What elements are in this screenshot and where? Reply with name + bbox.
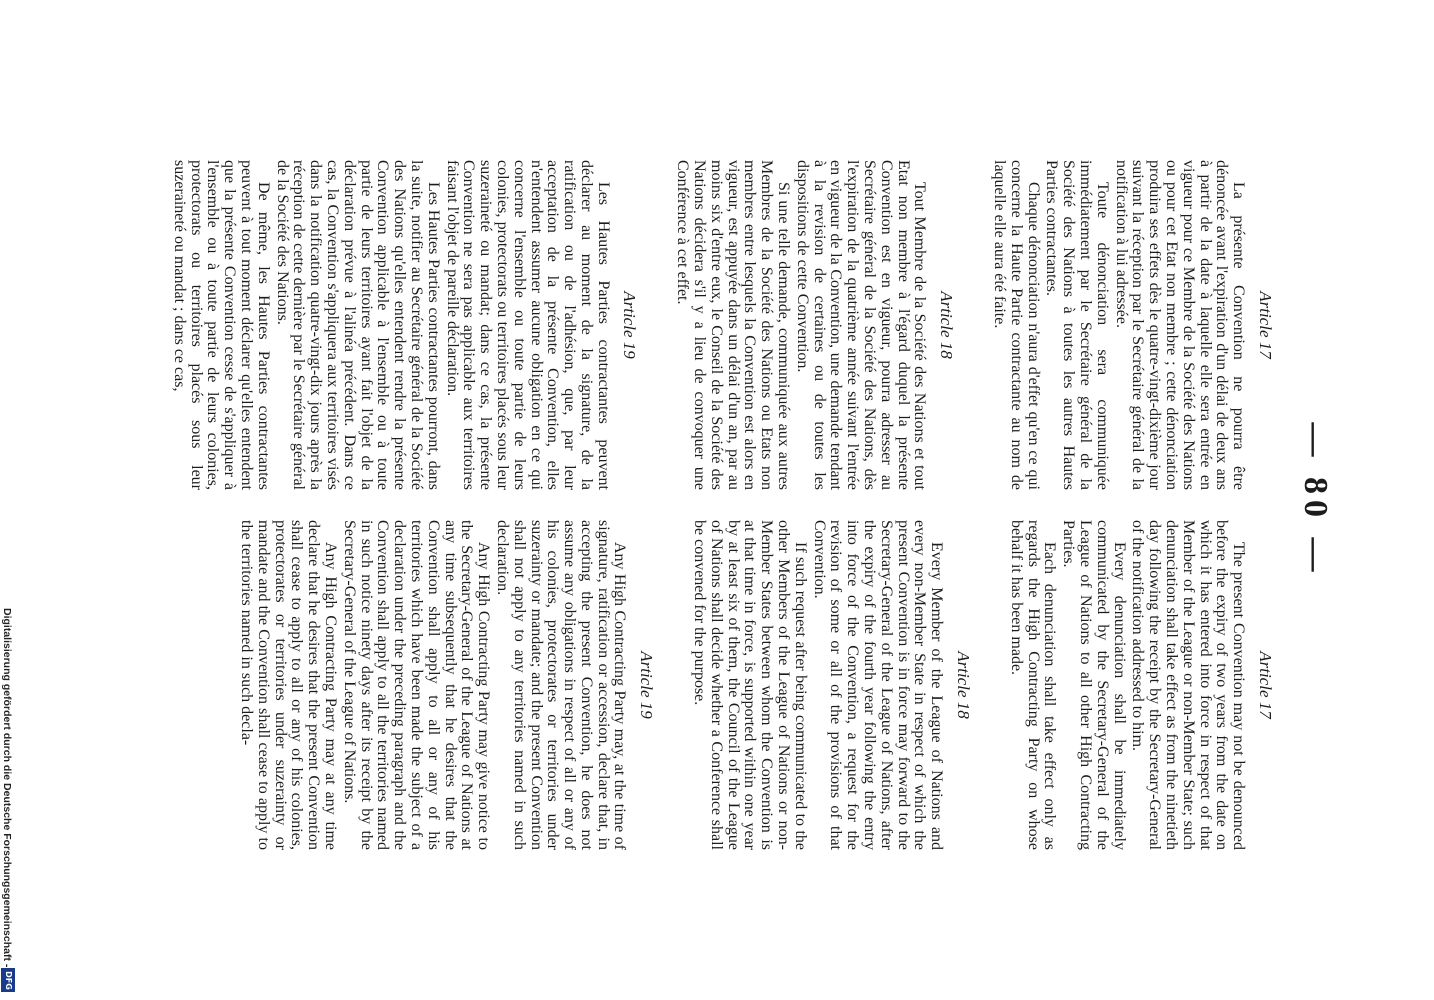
- page-number: — 80 —: [1297, 422, 1334, 578]
- article-19-title-en: Article 19: [637, 651, 657, 719]
- paragraph: Every denunciation shall be immediately communicated by the Secretary-General of the League of Nations to all other High Contracting Parties.: [1060, 520, 1128, 850]
- paragraph: Si une telle demande, communiquée aux autres Membres de la Société des Nations ou Etats non membres entre lesquels la Convention est alors en vigueur, est appuyée dans un délai d'un an, par au moins six d'entre eux, le Conseil de la Société des Nations décidera s'il y a lieu de convoquer une Conférence à cet effet.: [674, 160, 793, 490]
- paragraph: Any High Contracting Party may at any time declare that he desires that the present Convention shall cease to apply to all or any of his colonies, protectorates or territories under suzerainty or mandate and the Convention shall cease to apply to the territories named in such decla-: [237, 520, 339, 850]
- paragraph: The present Convention may not be denounced before the expiry of two years from the date on which it has entered into force in respect of that Member of the League or non-Member State; such denunciation shall take effect as from the ninetieth day following the receipt by the Secretary-General of the notification addressed to him.: [1129, 520, 1248, 850]
- paragraph: De même, les Hautes Parties contractantes peuvent à tout moment déclarer qu'elles entendent que la présente Convention cesse de s'appliquer à l'ensemble ou à toute partie de leurs colonies, protectorats ou territoires placés sous leur suzeraineté ou mandat ; dans ce cas,: [170, 160, 272, 490]
- article-18-title-fr: Article 18: [937, 291, 957, 359]
- logo-text: DFG: [3, 970, 13, 990]
- french-column: [168, 160, 1279, 490]
- paragraph: La présente Convention ne pourra être dénoncée avant l'expiration d'un délai de deux ans à partir de la date à laquelle elle sera entrée en vigueur pour ce Membre de la Société des Nations ou pour cet Etat non membre ; cette dénonciation produira ses effets dès le quatre-vingt-dixième jour suivant la réception par le Secrétaire général de la notification à lui adressée.: [1112, 160, 1248, 490]
- paragraph: Chaque dénonciation n'aura d'effet qu'en ce qui concerne la Haute Partie contractante au nom de laquelle elle aura été faite.: [991, 160, 1042, 490]
- paragraph: Toute dénonciation sera communiquée immédiatement par le Secrétaire général de la Société des Nations à toutes les autres Hautes Parties contractantes.: [1043, 160, 1111, 490]
- dfg-logo-icon: [1, 968, 15, 992]
- paragraph: Les Hautes Parties contractantes pourront, dans la suite, notifier au Secrétaire général de la Société des Nations qu'elles entendent rendre la présente Convention applicable à l'ensemble ou à toute partie de leurs territoires ayant fait l'objet de la déclaration prévue à l'alinéa précédent. Dans ce cas, la Convention s'appliquera aux territoires visés dans la notification quatre-vingt-dix jours après la réception de cette dernière par le Secrétaire général de la Société des Nations.: [273, 160, 442, 490]
- paragraph: Any High Contracting Party may give notice to the Secretary-General of the League of Nations at any time subsequently that he desires that the Convention shall apply to all or any of his territories which have been made the subject of a declaration under the preceding paragraph and the Convention shall apply to all the territories named in such notice ninety days after its receipt by the Secretary-General of the League of Nations.: [340, 520, 493, 850]
- english-column: [235, 520, 1279, 850]
- paragraph: Every Member of the League of Nations and every non-Member State in respect of which the present Convention is in force may forward to the Secretary-General of the League of Nations, after the expiry of the fourth year following the entry into force of the Convention, a request for the revision of some or all of the provisions of that Convention.: [810, 520, 946, 850]
- article-19-title-fr: Article 19: [620, 291, 640, 359]
- paragraph: Les Hautes Parties contractantes peuvent déclarer au moment de la signature, de la ratification ou de l'adhésion, que, par leur acceptation de la présente Convention, elles n'entendent assumer aucune obligation en ce qui concerne l'ensemble ou toute partie de leurs colonies, protectorats ou territoires placés sous leur suzeraineté ou mandat; dans ce cas, la présente Convention ne sera pas applicable aux territoires faisant l'objet de pareille déclaration.: [443, 160, 612, 490]
- article-18-title-en: Article 18: [954, 651, 974, 719]
- article-17-title-en: Article 17: [1256, 651, 1275, 719]
- article-17-title-fr: Article 17: [1256, 291, 1275, 359]
- paragraph: If such request after being communicated to the other Members of the League of Nations or non-Member States between whom the Convention is at that time in force, is supported within one year by at least six of them, the Council of the League of Nations shall decide whether a Conference shall be convened for the purpose.: [691, 520, 809, 850]
- paragraph: Any High Contracting Party may, at the time of signature, ratification or accession, declare that, in accepting the present Convention, he does not assume any obligations in respect of all or any of his colonies, protectorates or territories under suzerainty or mandate; and the present Convention shall not apply to any territories named in such declaration.: [493, 520, 629, 850]
- digitization-credit: Digitalisierung gefördert durch die Deutsche Forschungsgemeinschaft -: [1, 608, 13, 968]
- paragraph: Tout Membre de la Société des Nations et tout Etat non membre à l'égard duquel la présente Convention est en vigueur, pourra adresser au Secrétaire général de la Société des Nations, dès l'expiration de la quatrième année suivant l'entrée en vigueur de la Convention, une demande tendant à la revision de certaines ou de toutes les dispositions de cette Convention.: [793, 160, 929, 490]
- paragraph: Each denunciation shall take effect only as regards the High Contracting Party on whose behalf it has been made.: [1007, 520, 1059, 850]
